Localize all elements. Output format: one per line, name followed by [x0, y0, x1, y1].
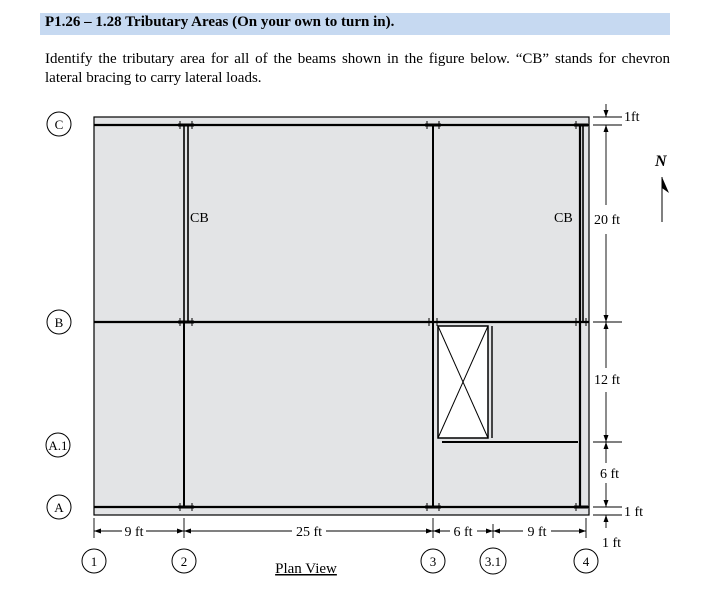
grid-column-label-1: 1 [90, 554, 98, 569]
grid-row-label-a1: A.1 [48, 438, 68, 453]
problem-instructions: Identify the tributary area for all of the beams shown in the figure below. “CB” stands for chevron lateral bracing to carry lateral loads. [45, 51, 670, 86]
north-label: N [655, 153, 667, 170]
grid-row-label-a: A [54, 500, 64, 515]
dimension-1ft-right: 1 ft [624, 505, 644, 520]
grid-column-label-4: 4 [582, 554, 590, 569]
bracing-label-west: CB [190, 211, 209, 226]
dimension-12ft: 12 ft [594, 373, 621, 388]
problem-heading: P1.26 – 1.28 Tributary Areas (On your own to turn in). [45, 14, 395, 30]
dimension-6ft-vertical: 6 ft [600, 467, 620, 482]
horizontal-dimension-chain [94, 518, 586, 538]
dimension-1ft-bottom: 1 ft [602, 536, 622, 551]
bracing-label-east: CB [554, 211, 573, 226]
floor-slab [94, 117, 589, 515]
grid-row-label-b: B [54, 315, 64, 330]
north-arrow-icon [662, 177, 669, 222]
dimension-20ft: 20 ft [594, 213, 621, 228]
dimension-6ft: 6 ft [453, 525, 473, 540]
figure-caption: Plan View [275, 561, 337, 577]
grid-row-label-c: C [54, 117, 64, 132]
dimension-25ft: 25 ft [295, 525, 323, 540]
grid-column-bubbles [82, 548, 598, 574]
grid-column-label-3-1: 3.1 [484, 554, 502, 569]
dimension-1ft-top: 1ft [624, 110, 640, 125]
dimension-9ft-east: 9 ft [527, 525, 547, 540]
grid-column-label-3: 3 [429, 554, 437, 569]
grid-column-label-2: 2 [180, 554, 188, 569]
dimension-9ft-west: 9 ft [124, 525, 144, 540]
